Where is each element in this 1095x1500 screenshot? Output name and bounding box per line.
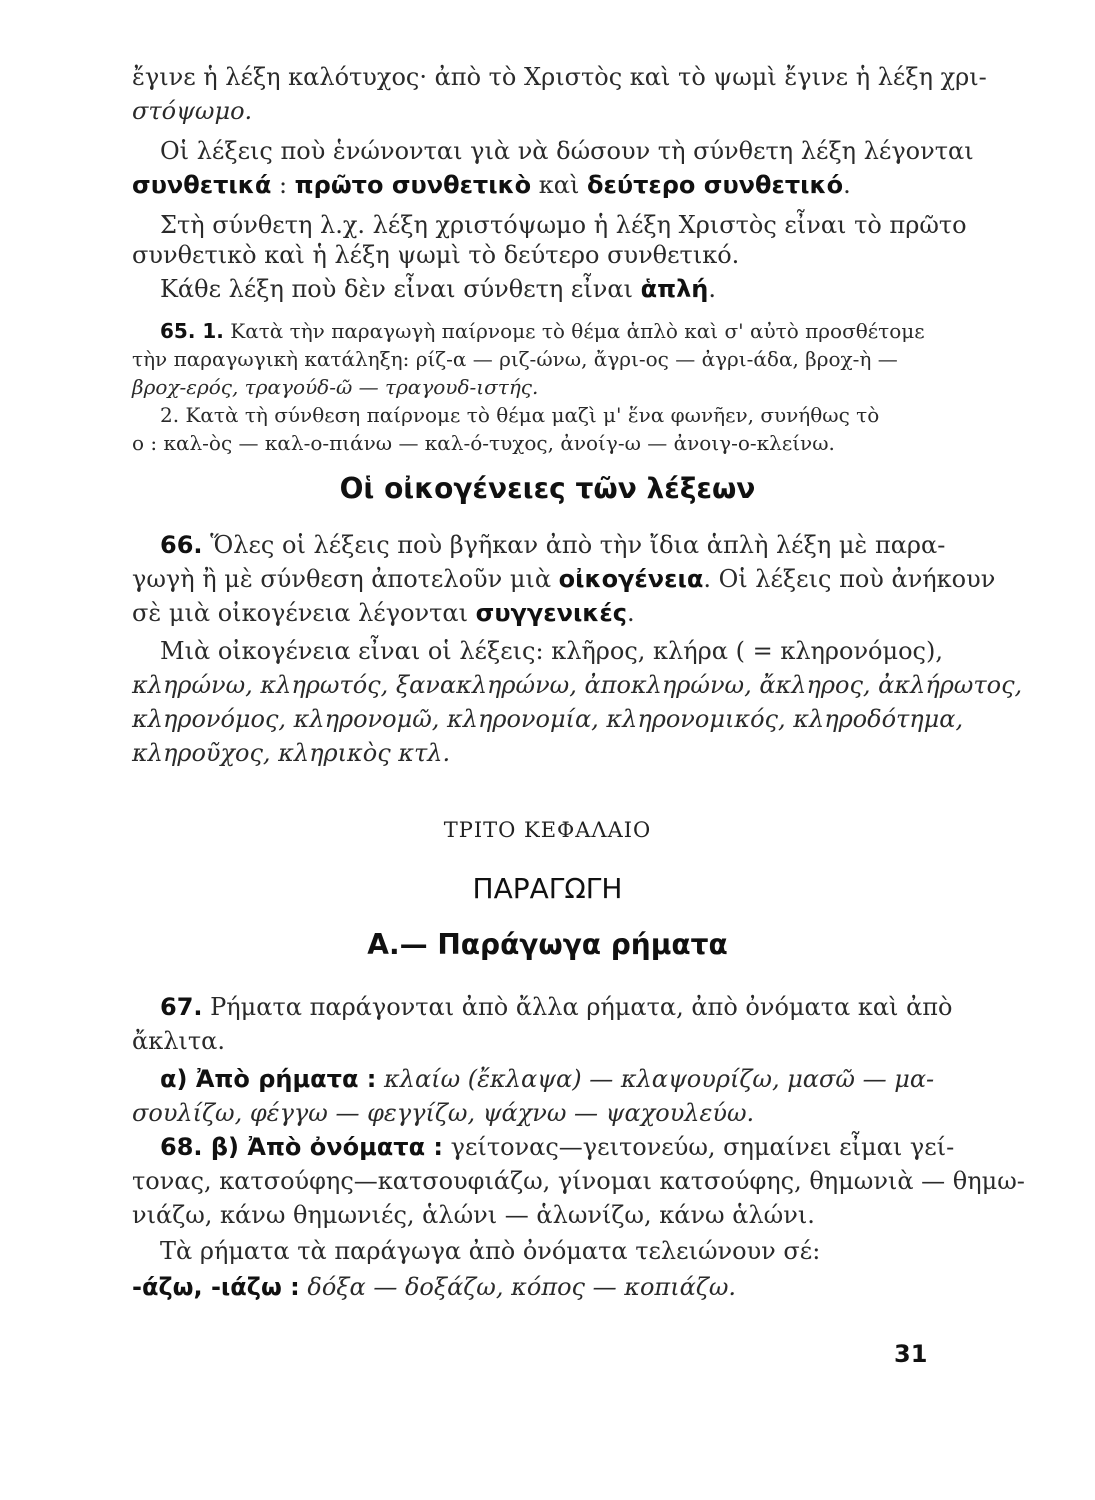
text-line — [132, 240, 932, 270]
text-line — [132, 1098, 932, 1128]
text-line — [160, 136, 974, 166]
text-line — [132, 1166, 1025, 1196]
text-span: κληρώνω, κληρωτός, ξανακληρώνω, ἀποκληρώνω, ἄκληρος, ἀκλήρωτος, — [132, 671, 1023, 699]
text-line — [160, 992, 960, 1022]
text-line — [132, 170, 932, 200]
text-line — [160, 636, 960, 666]
text-span: . — [843, 171, 851, 199]
text-line — [160, 274, 960, 304]
text-span: τὴν παραγωγικὴ κατάληξη: ρίζ-α — ριζ-ώνω, ἄγρι-ος — ἀγρι-άδα, βροχ-ὴ — — [132, 347, 898, 371]
text-span: συνθετικὸ καὶ ἡ λέξη ψωμὶ τὸ δεύτερο συνθετικό. — [132, 241, 740, 269]
term-bold: οἰκογένεια — [558, 565, 704, 593]
text-line — [132, 704, 964, 734]
section-number: 66. — [160, 531, 203, 559]
text-line — [160, 1064, 960, 1094]
text-line — [132, 738, 932, 768]
text-line — [132, 670, 1023, 700]
text-span: βροχ-ερός, τραγούδ-ῶ — τραγουδ-ιστής. — [132, 375, 539, 399]
text-line — [132, 1026, 932, 1056]
text-line — [132, 372, 932, 402]
text-span: ο : καλ-ὸς — καλ-ο-πιάνω — καλ-ό-τυχος, ἀνοίγ-ω — ἀνοιγ-ο-κλείνω. — [132, 431, 835, 455]
text-span: καὶ — [531, 171, 588, 199]
text-span: δόξα — δοξάζω, κόπος — κοπιάζω. — [299, 1273, 737, 1301]
term-bold: α) Ἀπὸ ρήματα : — [160, 1065, 377, 1093]
text-line — [132, 598, 932, 628]
text-line — [160, 210, 967, 240]
section-heading: Οἱ οἰκογένειες τῶν λέξεων — [339, 472, 756, 505]
text-span: Οἱ λέξεις ποὺ ἑνώνονται γιὰ νὰ δώσουν τὴ σύνθετη λέξη λέγονται — [160, 137, 974, 165]
text-line — [160, 1236, 960, 1266]
text-line — [160, 1132, 960, 1162]
term-bold: πρῶτο συνθετικὸ — [294, 171, 532, 199]
text-span: Κατὰ τὴν παραγωγὴ παίρνομε τὸ θέμα ἁπλὸ καὶ σ' αὐτὸ προσθέτομε — [223, 319, 925, 343]
text-span: γωγὴ ἢ μὲ σύνθεση ἀποτελοῦν μιὰ — [132, 565, 559, 593]
term-bold: δεύτερο συνθετικό — [587, 171, 844, 199]
text-span: τονας, κατσούφης—κατσουφιάζω, γίνομαι κατσούφης, θημωνιὰ — θημω- — [132, 1167, 1025, 1195]
chapter-title: ΠΑΡΑΓΩΓΗ — [472, 872, 623, 905]
text-span: Μιὰ οἰκογένεια εἶναι οἱ λέξεις: κλῆρος, κλήρα ( = κληρονόμος), — [160, 637, 943, 665]
text-span: σὲ μιὰ οἰκογένεια λέγονται — [132, 599, 476, 627]
text-line — [160, 530, 960, 560]
text-span: Κάθε λέξη ποὺ δὲν εἶναι σύνθετη εἶναι — [160, 275, 641, 303]
text-span: . — [708, 275, 716, 303]
text-line — [132, 96, 932, 126]
text-span: στόψωμο. — [132, 97, 253, 125]
text-span: ἄκλιτα. — [132, 1027, 225, 1055]
text-span: : — [271, 171, 295, 199]
text-span: νιάζω, κάνω θημωνιές, ἁλώνι — ἁλωνίζω, κάνω ἁλώνι. — [132, 1201, 815, 1229]
term-bold: 68. β) Ἀπὸ ὀνόματα : — [160, 1133, 444, 1161]
section-number: 67. — [160, 993, 203, 1021]
term-bold: συγγενικές — [475, 599, 627, 627]
section-heading: Α.— Παράγωγα ρήματα — [367, 928, 728, 961]
term-bold: -άζω, -ιάζω : — [132, 1273, 300, 1301]
text-line — [132, 564, 996, 594]
text-span: κλαίω (ἔκλαψα) — κλαψουρίζω, μασῶ — μα- — [376, 1065, 935, 1093]
text-line — [132, 62, 987, 92]
text-span: σουλίζω, φέγγω — φεγγίζω, ψάχνω — ψαχουλεύω. — [132, 1099, 755, 1127]
text-line — [160, 316, 960, 346]
text-line — [132, 344, 932, 374]
text-span: Στὴ σύνθετη λ.χ. λέξη χριστόψωμο ἡ λέξη Χριστὸς εἶναι τὸ πρῶτο — [160, 211, 967, 239]
text-line — [132, 1272, 932, 1302]
text-span: . Οἱ λέξεις ποὺ ἀνήκουν — [703, 565, 996, 593]
text-span: γείτονας—γειτονεύω, σημαίνει εἶμαι γεί- — [443, 1133, 955, 1161]
chapter-heading: ΤΡΙΤΟ ΚΕΦΑΛΑΙΟ — [443, 818, 652, 842]
text-span: 2. Κατὰ τὴ σύνθεση παίρνομε τὸ θέμα μαζὶ μ' ἕνα φωνῆεν, συνήθως τὸ — [160, 403, 880, 427]
page-number: 31 — [894, 1340, 928, 1368]
text-line — [132, 1200, 932, 1230]
section-number: 65. 1. — [160, 319, 224, 343]
text-span: Ὅλες οἱ λέξεις ποὺ βγῆκαν ἀπὸ τὴν ἴδια ἁπλὴ λέξη μὲ παρα- — [202, 531, 946, 559]
text-span: . — [626, 599, 635, 627]
term-bold: ἁπλή — [640, 275, 709, 303]
text-line — [160, 400, 960, 430]
text-span: κληρονόμος, κληρονομῶ, κληρονομία, κληρονομικός, κληροδότημα, — [132, 705, 964, 733]
term-bold: συνθετικά — [132, 171, 272, 199]
text-span: Ρήματα παράγονται ἀπὸ ἄλλα ρήματα, ἀπὸ ὀνόματα καὶ ἀπὸ — [202, 993, 953, 1021]
text-span: κληροῦχος, κληρικὸς κτλ. — [132, 739, 451, 767]
text-line — [132, 428, 932, 458]
text-span: Τὰ ρήματα τὰ παράγωγα ἀπὸ ὀνόματα τελειώνουν σέ: — [160, 1237, 821, 1265]
text-span: ἔγινε ἡ λέξη καλότυχος· ἀπὸ τὸ Χριστὸς καὶ τὸ ψωμὶ ἔγινε ἡ λέξη χρι- — [132, 63, 987, 91]
